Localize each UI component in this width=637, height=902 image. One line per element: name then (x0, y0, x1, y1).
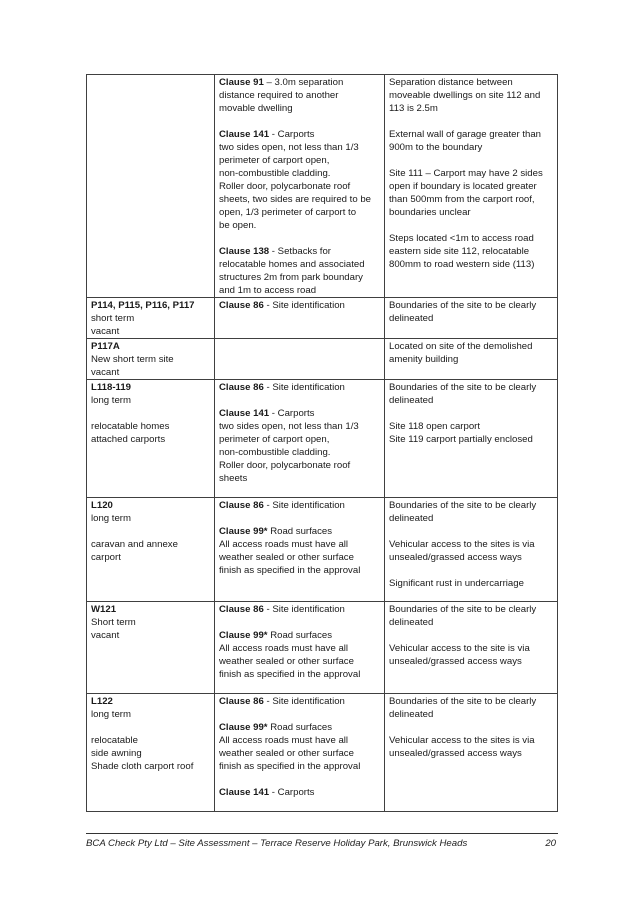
cell-paragraph (389, 76, 553, 115)
cell-text: Boundaries of the site to be clearly delineated (389, 696, 537, 720)
cell-heading: Clause 141 (219, 787, 270, 798)
cell-heading: Clause 99* (219, 526, 268, 537)
cell-paragraph (389, 167, 553, 219)
clause-cell (215, 75, 385, 298)
paragraph-gap (219, 115, 380, 128)
cell-paragraph (389, 734, 553, 760)
cell-text: Boundaries of the site to be clearly delineated (389, 382, 537, 406)
footer-text: BCA Check Pty Ltd – Site Assessment – Terrace Reserve Holiday Park, Brunswick Heads (86, 838, 468, 849)
site-cell (87, 298, 215, 339)
cell-paragraph (389, 232, 553, 271)
cell-heading: W121 (91, 604, 117, 615)
site-cell (87, 380, 215, 498)
cell-paragraph (219, 128, 380, 232)
paragraph-gap (389, 407, 553, 420)
clause-cell (215, 380, 385, 498)
cell-paragraph (219, 629, 380, 681)
cell-heading: Clause 91 (219, 77, 264, 88)
cell-heading: L120 (91, 500, 113, 511)
cell-heading: Clause 86 (219, 604, 264, 615)
cell-text: Road surfaces All access roads must have all weather sealed or other surface finish as specified in the approval (219, 526, 361, 576)
cell-text: long term (91, 513, 131, 524)
cell-text: relocatable homes attached carports (91, 421, 170, 445)
cell-text: Boundaries of the site to be clearly delineated (389, 604, 537, 628)
cell-text: Vehicular access to the sites is via unsealed/grassed access ways (389, 539, 535, 563)
cell-paragraph (389, 642, 553, 668)
cell-text: long term (91, 709, 131, 720)
cell-paragraph (389, 299, 553, 325)
cell-text: Site 111 – Carport may have 2 sides open if boundary is located greater than 500mm from the carport roof, boundaries unclear (389, 168, 543, 218)
site-cell (87, 498, 215, 602)
cell-paragraph (219, 76, 380, 115)
comment-cell (385, 694, 558, 812)
cell-text: caravan and annexe carport (91, 539, 178, 563)
table-row (87, 75, 558, 298)
cell-text: Road surfaces All access roads must have all weather sealed or other surface finish as specified in the approval (219, 630, 361, 680)
cell-paragraph (389, 499, 553, 525)
cell-paragraph (219, 499, 380, 512)
cell-text: Vehicular access to the site is via unsealed/grassed access ways (389, 643, 530, 667)
clause-cell (215, 694, 385, 812)
cell-text: - Site identification (266, 696, 345, 707)
comment-cell (385, 75, 558, 298)
cell-paragraph (91, 340, 210, 379)
site-cell (87, 75, 215, 298)
clause-cell (215, 339, 385, 380)
clause-cell (215, 298, 385, 339)
cell-paragraph (91, 603, 210, 642)
cell-text: - Carports two sides open, not less than 1/3 perimeter of carport open, non-combustible cladding. Roller door, polycarbonate roof sheets (219, 408, 359, 484)
paragraph-gap (219, 773, 380, 786)
cell-heading: Clause 138 (219, 246, 270, 257)
page-footer (86, 838, 558, 849)
cell-heading: Clause 86 (219, 300, 264, 311)
clause-cell (215, 498, 385, 602)
cell-text: - Carports two sides open, not less than 1/3 perimeter of carport open, non-combustible cladding. Roller door, polycarbonate roof sheets, two sides are required to be open, 1/3 perimeter of carport to be open. (219, 129, 371, 231)
paragraph-gap (389, 115, 553, 128)
table-row (87, 694, 558, 812)
cell-text: Separation distance between moveable dwellings on site 112 and 113 is 2.5m (389, 77, 541, 114)
paragraph-gap (389, 219, 553, 232)
page-number: 20 (545, 838, 556, 849)
paragraph-gap (219, 232, 380, 245)
paragraph-gap (219, 616, 380, 629)
paragraph-gap (219, 512, 380, 525)
comment-cell (385, 339, 558, 380)
cell-heading: Clause 86 (219, 382, 264, 393)
cell-text: Significant rust in undercarriage (389, 578, 524, 589)
cell-paragraph (389, 538, 553, 564)
cell-text: - Setbacks for relocatable homes and associated structures 2m from park boundary and 1m to access road (219, 246, 365, 296)
cell-paragraph (91, 420, 210, 446)
cell-text: short term vacant (91, 313, 135, 337)
paragraph-gap (389, 564, 553, 577)
footer-divider (86, 833, 558, 834)
cell-paragraph (219, 407, 380, 485)
cell-text: relocatable side awning Shade cloth carport roof (91, 735, 194, 772)
comment-cell (385, 498, 558, 602)
cell-heading: L118-119 (91, 382, 132, 393)
cell-heading: Clause 86 (219, 696, 264, 707)
comment-cell (385, 602, 558, 694)
cell-paragraph (219, 381, 380, 394)
cell-paragraph (219, 525, 380, 577)
cell-heading: P117A (91, 341, 120, 352)
cell-paragraph (389, 603, 553, 629)
cell-heading: Clause 99* (219, 722, 268, 733)
cell-paragraph (389, 128, 553, 154)
cell-paragraph (219, 245, 380, 297)
paragraph-gap (91, 721, 210, 734)
cell-text: – 3.0m separation distance required to another movable dwelling (219, 77, 344, 114)
cell-text: Boundaries of the site to be clearly delineated (389, 300, 537, 324)
cell-heading: Clause 86 (219, 500, 264, 511)
cell-heading: Clause 141 (219, 408, 270, 419)
cell-text: External wall of garage greater than 900m to the boundary (389, 129, 541, 153)
cell-heading: Clause 99* (219, 630, 268, 641)
cell-text: Road surfaces All access roads must have all weather sealed or other surface finish as specified in the approval (219, 722, 361, 772)
assessment-table (86, 74, 558, 812)
cell-paragraph (219, 695, 380, 708)
cell-paragraph (91, 695, 210, 721)
site-cell (87, 339, 215, 380)
cell-text: Boundaries of the site to be clearly delineated (389, 500, 537, 524)
cell-paragraph (389, 340, 553, 366)
cell-paragraph (219, 721, 380, 773)
cell-heading: Clause 141 (219, 129, 270, 140)
site-cell (87, 602, 215, 694)
cell-text: - Site identification (266, 382, 345, 393)
cell-text: Site 118 open carport Site 119 carport partially enclosed (389, 421, 533, 445)
cell-paragraph (91, 499, 210, 525)
assessment-table-body (87, 75, 558, 812)
cell-paragraph (91, 734, 210, 773)
cell-text: - Carports (269, 787, 315, 798)
comment-cell (385, 380, 558, 498)
cell-text: Vehicular access to the sites is via unsealed/grassed access ways (389, 735, 535, 759)
cell-text: long term (91, 395, 131, 406)
paragraph-gap (389, 629, 553, 642)
table-row (87, 498, 558, 602)
cell-paragraph (91, 381, 210, 407)
paragraph-gap (91, 525, 210, 538)
cell-heading: L122 (91, 696, 113, 707)
cell-text: Located on site of the demolished amenity building (389, 341, 533, 365)
cell-paragraph (389, 695, 553, 721)
cell-paragraph (389, 381, 553, 407)
paragraph-gap (389, 721, 553, 734)
cell-text: Steps located <1m to access road eastern side site 112, relocatable 800mm to road western side (113) (389, 233, 535, 270)
cell-text: Short term vacant (91, 617, 136, 641)
paragraph-gap (219, 708, 380, 721)
table-row (87, 380, 558, 498)
cell-heading: P114, P115, P116, P117 (91, 300, 195, 311)
comment-cell (385, 298, 558, 339)
table-row (87, 602, 558, 694)
paragraph-gap (389, 525, 553, 538)
cell-text: New short term site vacant (91, 354, 174, 378)
cell-paragraph (389, 420, 553, 446)
cell-text: - Site identification (266, 500, 345, 511)
clause-cell (215, 602, 385, 694)
table-row (87, 339, 558, 380)
cell-paragraph (91, 299, 210, 338)
cell-paragraph (91, 538, 210, 564)
cell-text: - Site identification (263, 300, 345, 311)
table-row (87, 298, 558, 339)
cell-text: - Site identification (266, 604, 345, 615)
cell-paragraph (389, 577, 553, 590)
cell-paragraph (219, 299, 380, 312)
site-cell (87, 694, 215, 812)
paragraph-gap (219, 394, 380, 407)
cell-paragraph (219, 603, 380, 616)
paragraph-gap (91, 407, 210, 420)
paragraph-gap (389, 154, 553, 167)
cell-paragraph (219, 786, 380, 799)
